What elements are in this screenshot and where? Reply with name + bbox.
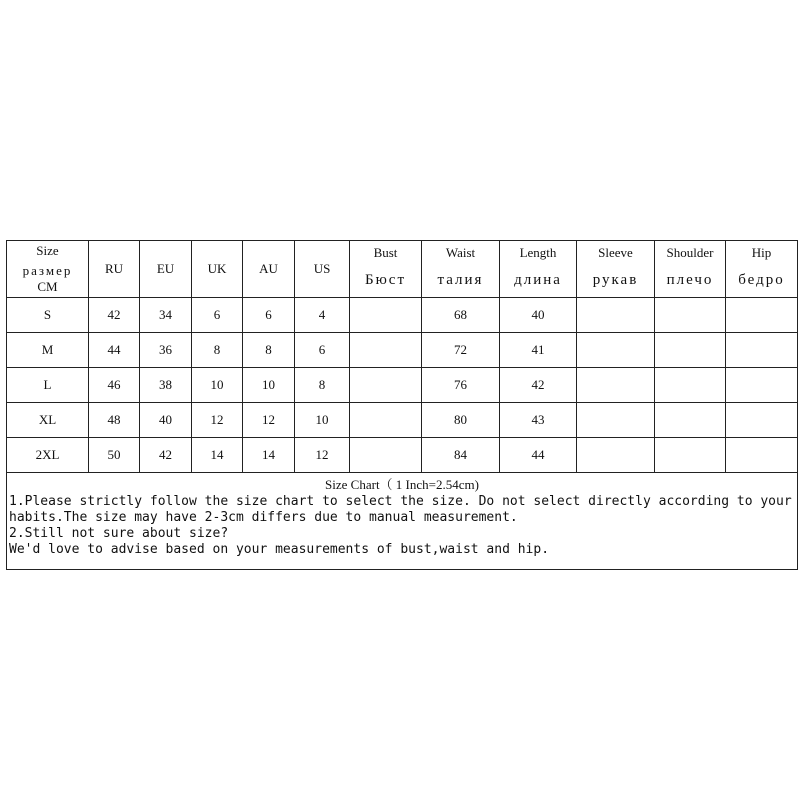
header-row (7, 241, 798, 298)
measure-header-bust-ru: Бюст (364, 272, 407, 288)
region-header-eu: EU (140, 241, 192, 298)
cell-bust (350, 298, 422, 333)
cell-au: 12 (243, 403, 295, 438)
measure-header-hip-ru: бедро (738, 272, 785, 288)
cell-us: 6 (295, 333, 350, 368)
cell-length: 43 (500, 403, 577, 438)
cell-us: 12 (295, 438, 350, 473)
cell-shoulder (655, 333, 726, 368)
measure-header-length (500, 241, 577, 298)
cell-shoulder (655, 403, 726, 438)
cell-ru: 48 (89, 403, 140, 438)
cell-size: 2XL (7, 438, 89, 473)
cell-sleeve (577, 333, 655, 368)
cell-length: 42 (500, 368, 577, 403)
region-header-uk: UK (192, 241, 243, 298)
cell-ru: 50 (89, 438, 140, 473)
cell-uk: 12 (192, 403, 243, 438)
measure-header-bust-en: Bust (373, 245, 398, 260)
notes-cell (7, 473, 798, 570)
cell-eu: 34 (140, 298, 192, 333)
cell-ru: 46 (89, 368, 140, 403)
notes-row (7, 473, 798, 570)
notes-title: Size Chart（ 1 Inch=2.54cm) (325, 477, 479, 492)
cell-shoulder (655, 298, 726, 333)
cell-bust (350, 438, 422, 473)
measure-header-sleeve (577, 241, 655, 298)
table-row-l (7, 368, 798, 403)
size-header-ru: размер (22, 263, 73, 278)
cell-us: 10 (295, 403, 350, 438)
measure-header-bust (350, 241, 422, 298)
cell-bust (350, 333, 422, 368)
cell-au: 10 (243, 368, 295, 403)
size-header-cell (7, 241, 89, 298)
cell-sleeve (577, 403, 655, 438)
region-header-us: US (295, 241, 350, 298)
region-header-ru: RU (89, 241, 140, 298)
table-row-s (7, 298, 798, 333)
cell-size: L (7, 368, 89, 403)
cell-sleeve (577, 438, 655, 473)
cell-waist: 80 (422, 403, 500, 438)
measure-header-shoulder-en: Shoulder (666, 245, 714, 260)
cell-bust (350, 368, 422, 403)
cell-eu: 36 (140, 333, 192, 368)
measure-header-sleeve-en: Sleeve (598, 245, 633, 260)
cell-waist: 68 (422, 298, 500, 333)
cell-sleeve (577, 298, 655, 333)
cell-uk: 6 (192, 298, 243, 333)
cell-uk: 14 (192, 438, 243, 473)
cell-au: 6 (243, 298, 295, 333)
cell-us: 8 (295, 368, 350, 403)
measure-header-waist-en: Waist (445, 245, 476, 260)
cell-ru: 42 (89, 298, 140, 333)
measure-header-shoulder (655, 241, 726, 298)
notes-line-1: 1.Please strictly follow the size chart to select the size. Do not select directly according to your habits.The size may have 2-3cm differs due to manual measurement. (9, 494, 800, 525)
measure-header-sleeve-ru: рукав (592, 272, 639, 288)
cell-hip (726, 333, 798, 368)
cell-uk: 8 (192, 333, 243, 368)
cell-eu: 42 (140, 438, 192, 473)
cell-waist: 76 (422, 368, 500, 403)
cell-us: 4 (295, 298, 350, 333)
cell-ru: 44 (89, 333, 140, 368)
notes-line-2: 2.Still not sure about size? (9, 526, 229, 541)
cell-size: S (7, 298, 89, 333)
cell-eu: 38 (140, 368, 192, 403)
table-row-xl (7, 403, 798, 438)
size-header-unit: CM (37, 279, 58, 294)
cell-waist: 72 (422, 333, 500, 368)
measure-header-hip (726, 241, 798, 298)
cell-hip (726, 368, 798, 403)
cell-length: 44 (500, 438, 577, 473)
measure-header-waist (422, 241, 500, 298)
cell-hip (726, 438, 798, 473)
cell-hip (726, 403, 798, 438)
cell-au: 8 (243, 333, 295, 368)
measure-header-length-en: Length (519, 245, 557, 260)
cell-sleeve (577, 368, 655, 403)
measure-header-length-ru: длина (514, 272, 562, 288)
cell-au: 14 (243, 438, 295, 473)
cell-shoulder (655, 368, 726, 403)
measure-header-waist-ru: талия (437, 272, 484, 288)
cell-size: XL (7, 403, 89, 438)
cell-length: 41 (500, 333, 577, 368)
measure-header-hip-en: Hip (751, 245, 772, 260)
cell-hip (726, 298, 798, 333)
cell-waist: 84 (422, 438, 500, 473)
cell-uk: 10 (192, 368, 243, 403)
notes-line-3: We'd love to advise based on your measurements of bust,waist and hip. (9, 542, 550, 557)
table-row-m (7, 333, 798, 368)
size-chart-table (6, 240, 798, 570)
cell-bust (350, 403, 422, 438)
cell-shoulder (655, 438, 726, 473)
cell-size: M (7, 333, 89, 368)
table-row-2xl (7, 438, 798, 473)
region-header-au: AU (243, 241, 295, 298)
size-header-en: Size (36, 243, 59, 258)
measure-header-shoulder-ru: плечо (666, 272, 714, 288)
cell-length: 40 (500, 298, 577, 333)
cell-eu: 40 (140, 403, 192, 438)
